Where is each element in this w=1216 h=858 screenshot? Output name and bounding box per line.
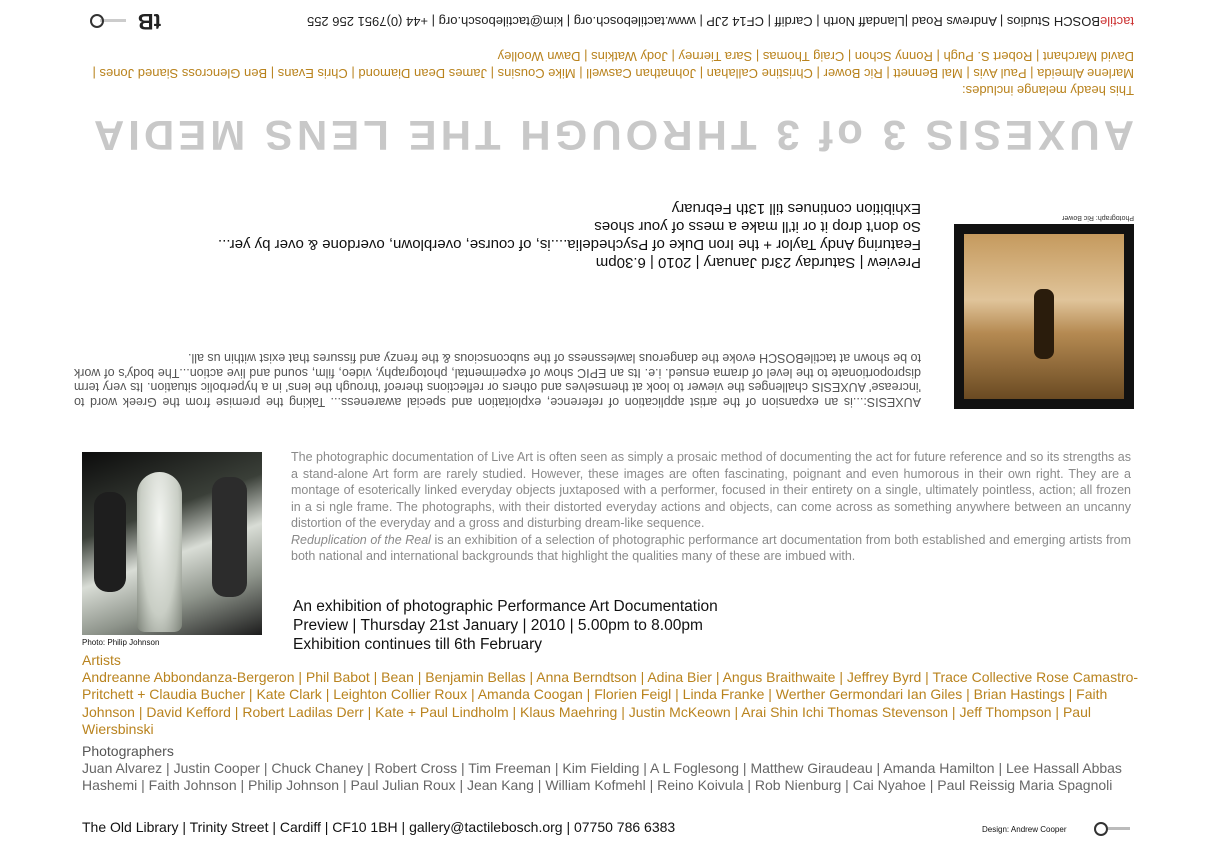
- top-logo-text: tB: [137, 9, 161, 34]
- bottom-design-credit: Design: Andrew Cooper: [982, 825, 1067, 834]
- bottom-artists-heading: Artists: [82, 652, 121, 668]
- top-brand-tactile: tactile: [1100, 14, 1134, 29]
- top-description: AUXESIS:...is an expansion of the artist application of reference, exploitation and special awareness... Taking the premise from the Greek word to 'increase' AUXESIS challenges the viewer to look at themselves and others or reflections thereof 'through the lens' in a hyperbolic situation. Its very term disproportionate to the level of drama ensued. i.e. Its an EPIC show of experimental, photography, video, film, sound and live action...The body's of work to be shown at tactileBOSCH evoke the dangerous lawlessness of the subconscious & the frenzy and fissures that exist within us all.: [74, 351, 921, 409]
- top-contact-line: [307, 14, 1134, 29]
- top-photo: [954, 224, 1134, 409]
- bottom-photo: [82, 452, 262, 635]
- top-photo-caption: Photograph: Ric Bower: [1062, 214, 1134, 221]
- top-artists-names: Marlene Almeida | Paul Avis | Mal Bennett | Ric Bower | Christine Callahan | Johnathan Caswell | Mike Cousins | James Dean Diamond | Chris Evans | Ben Glencross Sianed Jones | David Marchant | Robert S. Pugh | Ronny Schon | Craig Thomas | Sara Tierney | Jody Watkins | Dawn Woolley: [92, 49, 1134, 81]
- bottom-footer-address: The Old Library | Trinity Street | Cardiff | CF10 1BH | gallery@tactilebosch.org | 07750 786 6383: [82, 819, 676, 835]
- bottom-artists-list: Andreanne Abbondanza-Bergeron | Phil Babot | Bean | Benjamin Bellas | Anna Berndtson | Adina Bier | Angus Braithwaite | Jeffrey Byrd | Trace Collective Rose Camastro-Pritchett + Claudia Bucher | Kate Clark | Leighton Collier Roux | Amanda Coogan | Florien Feigl | Linda Franke | Werther Germondari Ian Giles | Brian Hastings | Faith Johnson | David Kefford | Robert Ladilas Derr | Kate + Paul Lindholm | Klaus Maehring | Justin McKeown | Arai Shin Ichi Thomas Stevenson | Jeff Thompson | Paul Wiersbinski: [82, 669, 1139, 737]
- top-logo: [138, 8, 161, 34]
- top-preview-line-3: So don't drop it or it'll make a mess of your shoes: [594, 218, 921, 235]
- bottom-description: [291, 449, 1131, 565]
- bottom-desc-para-2-text: is an exhibition of a selection of photographic performance art documentation from both established and emerging artists from both national and international backgrounds that highlight the qualities many of these are imbued with.: [291, 532, 1131, 563]
- bottom-logo-circle-icon: [1094, 822, 1108, 836]
- top-logo-circle-icon: [90, 14, 104, 28]
- bottom-photo-caption: Photo: Philip Johnson: [82, 638, 160, 647]
- bottom-photographers-list: Juan Alvarez | Justin Cooper | Chuck Chaney | Robert Cross | Tim Freeman | Kim Fielding | A L Foglesong | Matthew Giraudeau | Amanda Hamilton | Lee Hassall Abbas Hashemi | Faith Johnson | Philip Johnson | Paul Julian Roux | Jean Kang | William Kofmehl | Reino Koivula | Rob Nienburg | Cai Nyahoe | Paul Reissig Maria Spagnoli: [82, 760, 1122, 794]
- bottom-photo-figure-left: [94, 492, 126, 592]
- bottom-photo-figure-right: [212, 477, 247, 597]
- bottom-logo-bar: [1108, 827, 1130, 830]
- top-artists-lead: This heady melange includes:: [962, 83, 1134, 98]
- bottom-show-line-3: Exhibition continues till 6th February: [293, 636, 542, 653]
- top-photo-figure: [1034, 289, 1054, 359]
- top-preview-line-4: Exhibition continues till 13th February: [671, 200, 921, 217]
- top-artist-list: [74, 48, 1134, 99]
- bottom-photographers-heading: Photographers: [82, 743, 174, 759]
- top-preview-line-2: Featuring Andy Taylor + the Iron Duke of Psychedelia....is, of course, overblown, overdone & over by yer...: [217, 236, 921, 253]
- bottom-photo-figure-center: [137, 472, 182, 632]
- bottom-show-line-1: An exhibition of photographic Performance Art Documentation: [293, 598, 718, 615]
- top-preview-line-1: Preview | Saturday 23rd January | 2010 | 6.30pm: [595, 254, 921, 271]
- bottom-show-info: [293, 597, 718, 654]
- bottom-desc-title: Reduplication of the Real: [291, 532, 431, 547]
- top-title: AUXESIS 3 of 3 THROUGH THE LENS MEDIA: [89, 112, 1134, 159]
- top-contact-text: BOSCH Studios | Andrews Road |Llandaff North | Cardiff | CF14 2JP | www.tactilebosch.org | kim@tactilebosch.org | +44 (0)7951 256 255: [306, 14, 1101, 29]
- top-photo-image: [964, 234, 1124, 399]
- top-preview-block: [74, 199, 921, 271]
- bottom-desc-para-1: The photographic documentation of Live Art is often seen as simply a prosaic method of documenting the act for future reference and so its strengths as a stand-alone Art form are rarely studied. However, these images are often fascinating, poignant and even humorous in their own right. They are a montage of esoterically linked everyday objects juxtaposed with a performer, focused in their entirety on a single, ultimately pointless, action; all frozen in a si ngle frame. The photographs, with their distorted everyday actions and objects, can come across as something anywhere between an uncanny distortion of the everyday and a gross and disturbing dream-like sequence.: [291, 450, 1131, 530]
- bottom-desc-para-2: [291, 532, 1131, 565]
- bottom-show-line-2: Preview | Thursday 21st January | 2010 | 5.00pm to 8.00pm: [293, 617, 703, 634]
